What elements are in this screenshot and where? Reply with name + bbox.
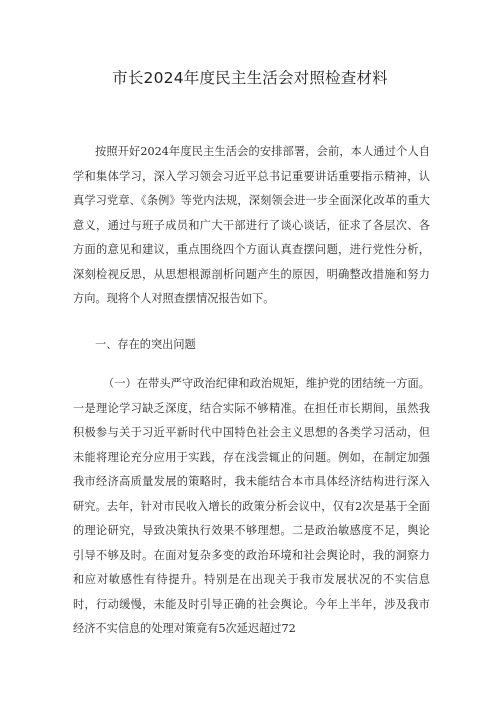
section-paragraph: （一）在带头严守政治纪律和政治规矩，维护党的团结统一方面。一是理论学习缺乏深度，结合实际不够精准。在担任市长期间，虽然我积极参与关于习近平新时代中国特色社会主义思想的各类学习活动，但未能将理论充分应用于实践，存在浅尝辄止的问题。例如，在制定加强我市经济高质量发展的策略时，我未能结合本市具体经济结构进行深入研究。去年，针对市民收入增长的政策分析会议中，仅有2次是基于全面的理论研究，导致决策执行效果不够理想。二是政治敏感度不足，舆论引导不够及时。在面对复杂多变的政治环境和社会舆论时，我的洞察力和应对敏感性有待提升。特别是在出现关于我市发展状况的不实信息时，行动缓慢，未能及时引导正确的社会舆论。今年上半年，涉及我市经济不实信息的处理对策竟有5次延迟超过72 [73,377,430,635]
document-title: 市长2024年度民主生活会对照检查材料 [112,69,388,87]
intro-paragraph: 按照开好2024年度民主生活会的安排部署，会前，本人通过个人自学和集体学习，深入学习领会习近平总书记重要讲话重要指示精神，认真学习党章、《条例》等党内法规，深刻领会进一步全面深化改革的重大意义，通过与班子成员和广大干部进行了谈心谈话，征求了各层次、各方面的意见和建议，重点围绕四个方面认真查摆问题，进行党性分析，深刻检视反思，从思想根源剖析问题产生的原因，明确整改措施和努力方向。现将个人对照查摆情况报告如下。 [73,145,430,305]
section-heading: 一、存在的突出问题 [95,338,196,351]
